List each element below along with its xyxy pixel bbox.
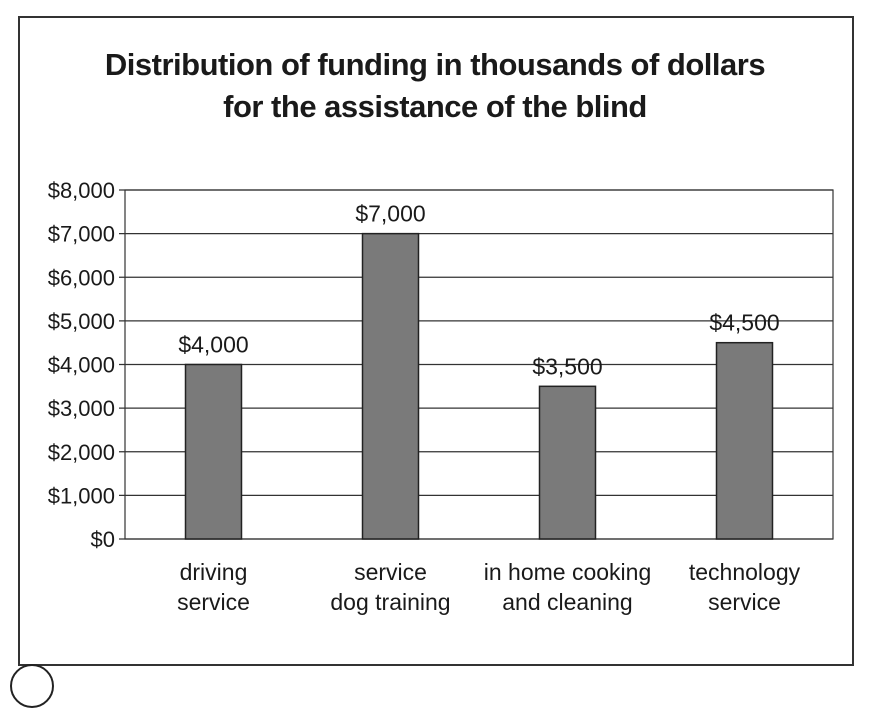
bar [717, 343, 773, 539]
x-tick-label: and cleaning [502, 589, 633, 615]
y-tick-label: $5,000 [47, 308, 115, 334]
data-label: $4,000 [178, 331, 249, 358]
data-label: $3,500 [532, 353, 603, 380]
y-tick-label: $2,000 [47, 439, 115, 465]
bar [186, 365, 242, 540]
x-tick-label: service [354, 559, 427, 585]
x-tick-label: service [708, 589, 781, 615]
chart-title-line-1: Distribution of funding in thousands of dollars [104, 47, 766, 82]
y-tick-label: $0 [90, 527, 115, 552]
y-tick-label: $6,000 [47, 265, 115, 291]
y-tick-label: $8,000 [47, 178, 115, 203]
bar [540, 386, 596, 539]
x-tick-label: driving [179, 559, 248, 585]
data-label: $7,000 [355, 200, 426, 227]
x-tick-label: in home cooking [483, 559, 652, 585]
y-tick-label: $4,000 [47, 352, 115, 378]
bar [363, 234, 419, 539]
y-tick-label: $7,000 [47, 221, 115, 247]
data-label: $4,500 [709, 309, 780, 336]
x-tick-label: dog training [330, 589, 451, 615]
x-tick-label: service [177, 589, 250, 615]
chart-title-line-2: for the assistance of the blind [223, 89, 647, 124]
page-marker-circle [10, 664, 54, 708]
y-tick-label: $1,000 [47, 483, 115, 509]
x-tick-label: technology [688, 559, 801, 585]
y-tick-label: $3,000 [47, 396, 115, 422]
